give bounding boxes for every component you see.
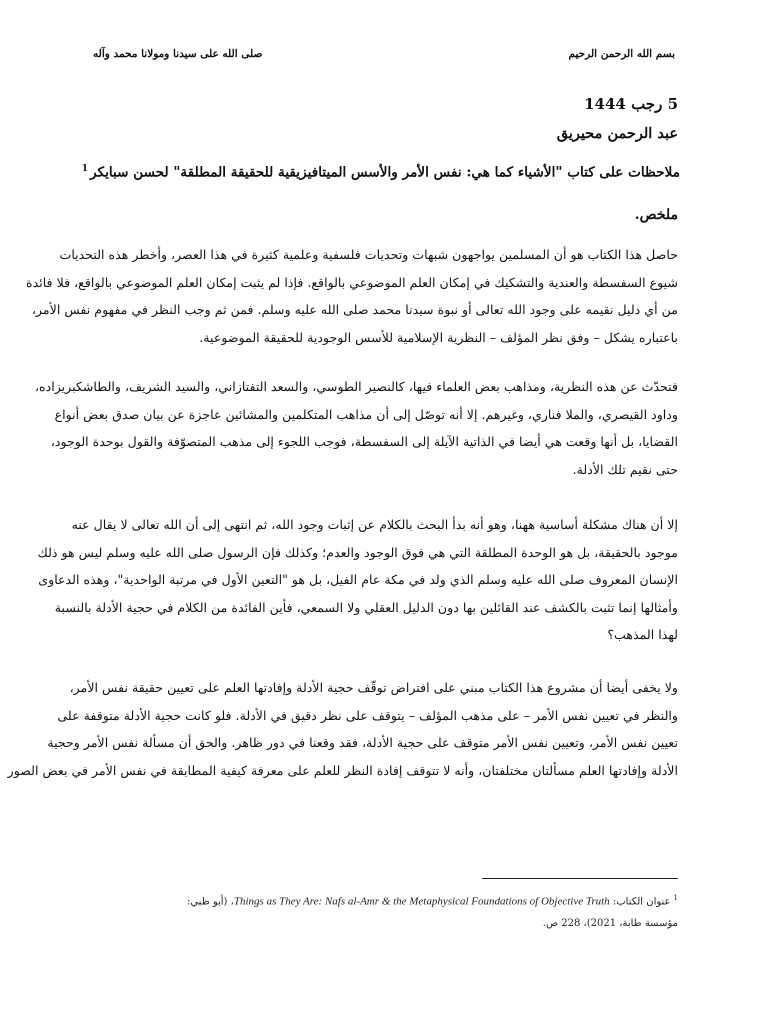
paragraph-4 xyxy=(7,674,678,784)
paragraph-line: تعيين نفس الأمر، وتعيين نفس الأمر متوقف على حجية الأدلة، فقد وقعنا في دور ظاهر. والحق أن مسألة نفس الأمر وحجية xyxy=(47,735,678,750)
paragraph-line: ولا يخفى أيضا أن مشروع هذا الكتاب مبني على افتراض توقّف حجية الأدلة وإفادتها العلم على تعيين حقيقة نفس الأمر، xyxy=(69,680,678,695)
footnote xyxy=(78,887,678,935)
paragraph-line: القضايا، بل أنها وقعت هي أيضا في الذاتية الآيلة إلى السفسطة، فوجب اللجوء إلى مذهب المتصوّفة والقول بوحدة الوجود، xyxy=(50,434,678,449)
paragraph-line: وأمثالها إنما تثبت بالكشف عند القائلين بها دون الدليل العقلي ولا السمعي، فأين الفائدة من الكلام في حجية الأدلة بالنسبة xyxy=(54,599,678,615)
footnote-publisher-end: مؤسسة طابة، 2021)، 228 ص. xyxy=(542,918,678,930)
footnote-mark: 1 xyxy=(673,894,678,902)
paragraph-line: لهذا المذهب؟ xyxy=(607,627,678,642)
document-title-text: ملاحظات على كتاب "الأشياء كما هي: نفس الأمر والأسس الميتافيزيقية للحقيقة المطلقة" لحسن سبايكر xyxy=(90,164,680,181)
footnote-book-title: Things as They Are: Nafs al-Amr & the Metaphysical Foundations of Objective Truth xyxy=(233,895,610,908)
document-title xyxy=(82,164,680,181)
document-date: 5 رجب 1444 xyxy=(584,95,678,113)
summary-heading: ملخص. xyxy=(634,207,678,223)
paragraph-line: فتحدّث عن هذه النظرية، ومذاهب بعض العلماء فيها، كالنصير الطوسي، والسعد التفتازاني، والسيد الشريف، والطاشكبريزاده، xyxy=(34,379,678,394)
footnote-label: عنوان الكتاب: xyxy=(612,896,671,908)
paragraph-line: حتى نقيم تلك الأدلة. xyxy=(572,461,678,477)
paragraph-line: وداود القيصري، والملا فناري، وغيرهم. إلا أنه توصّل إلى أن مذاهب المتكلمين والمشائين عاجزة عن بيان صدق بعض أنواع xyxy=(54,406,678,422)
footnote-divider xyxy=(482,878,678,879)
paragraph-3 xyxy=(37,511,678,649)
paragraph-line: باعتباره يشكل – وفق نظر المؤلف – النظرية الإسلامية للأسس الوجودية للحقيقة الموضوعية. xyxy=(199,329,678,345)
paragraph-line: من أي دليل نقيمه على وجود الله تعالى أو نبوة سيدنا محمد صلى الله عليه وسلم. فمن ثم وجب النظر في مفهوم نفس الأمر، xyxy=(31,302,678,317)
paragraph-line: موجود بالحقيقة، بل هو الوحدة المطلقة التي هي فوق الوجود والعدم؛ وكذلك فإن الرسول صلى الله عليه وسلم ليس هو ذلك xyxy=(37,544,678,560)
header-salawat: صلى الله على سيدنا ومولانا محمد وآله xyxy=(93,48,263,60)
footnote-publisher-start: ، (أبو ظبي: xyxy=(186,896,234,908)
author-name: عبد الرحمن محيريق xyxy=(556,125,678,142)
paragraph-line: الإنسان المعروف صلى الله عليه وسلم الذي ولد في مكة عام الفيل، بل هو "التعين الأول في مرتبة الواحدية"، وهذه الدعاوى xyxy=(38,572,678,587)
paragraph-2 xyxy=(34,373,678,483)
paragraph-line: إلا أن هناك مشكلة أساسية ههنا، وهو أنه بدأ البحث بالكلام عن إثبات وجود الله، ثم انتهى إلى أن الله تعالى لا يقال عنه xyxy=(71,517,678,532)
paragraph-line: والنظر في تعيين نفس الأمر – على مذهب المؤلف – يتوقف على نظر دقيق في الأدلة. فلو كانت حجية الأدلة متوقفة على xyxy=(57,707,678,723)
title-footnote-mark: 1 xyxy=(81,164,89,174)
paragraph-1 xyxy=(26,241,678,351)
paragraph-line: الأدلة وإفادتها العلم مسألتان مختلفتان، وأنه لا تتوقف إفادة النظر للعلم على معرفة كيفية المطابقة في نفس الأمر في بعض الصور xyxy=(7,762,678,778)
paragraph-line: شيوع السفسطة والعندية والتشكيك في إمكان العلم الموضوعي بالواقع. فإذا لم يثبت إمكان العلم الموضوعي بالواقع، فلا فائدة xyxy=(26,274,678,290)
header-basmala: بسم الله الرحمن الرحيم xyxy=(568,48,675,60)
footnote-line-1 xyxy=(78,887,678,913)
paragraph-line: حاصل هذا الكتاب هو أن المسلمين يواجهون شبهات وتحديات فلسفية وعلمية كثيرة في هذا العصر، وأخطر هذه التحديات xyxy=(59,247,678,262)
